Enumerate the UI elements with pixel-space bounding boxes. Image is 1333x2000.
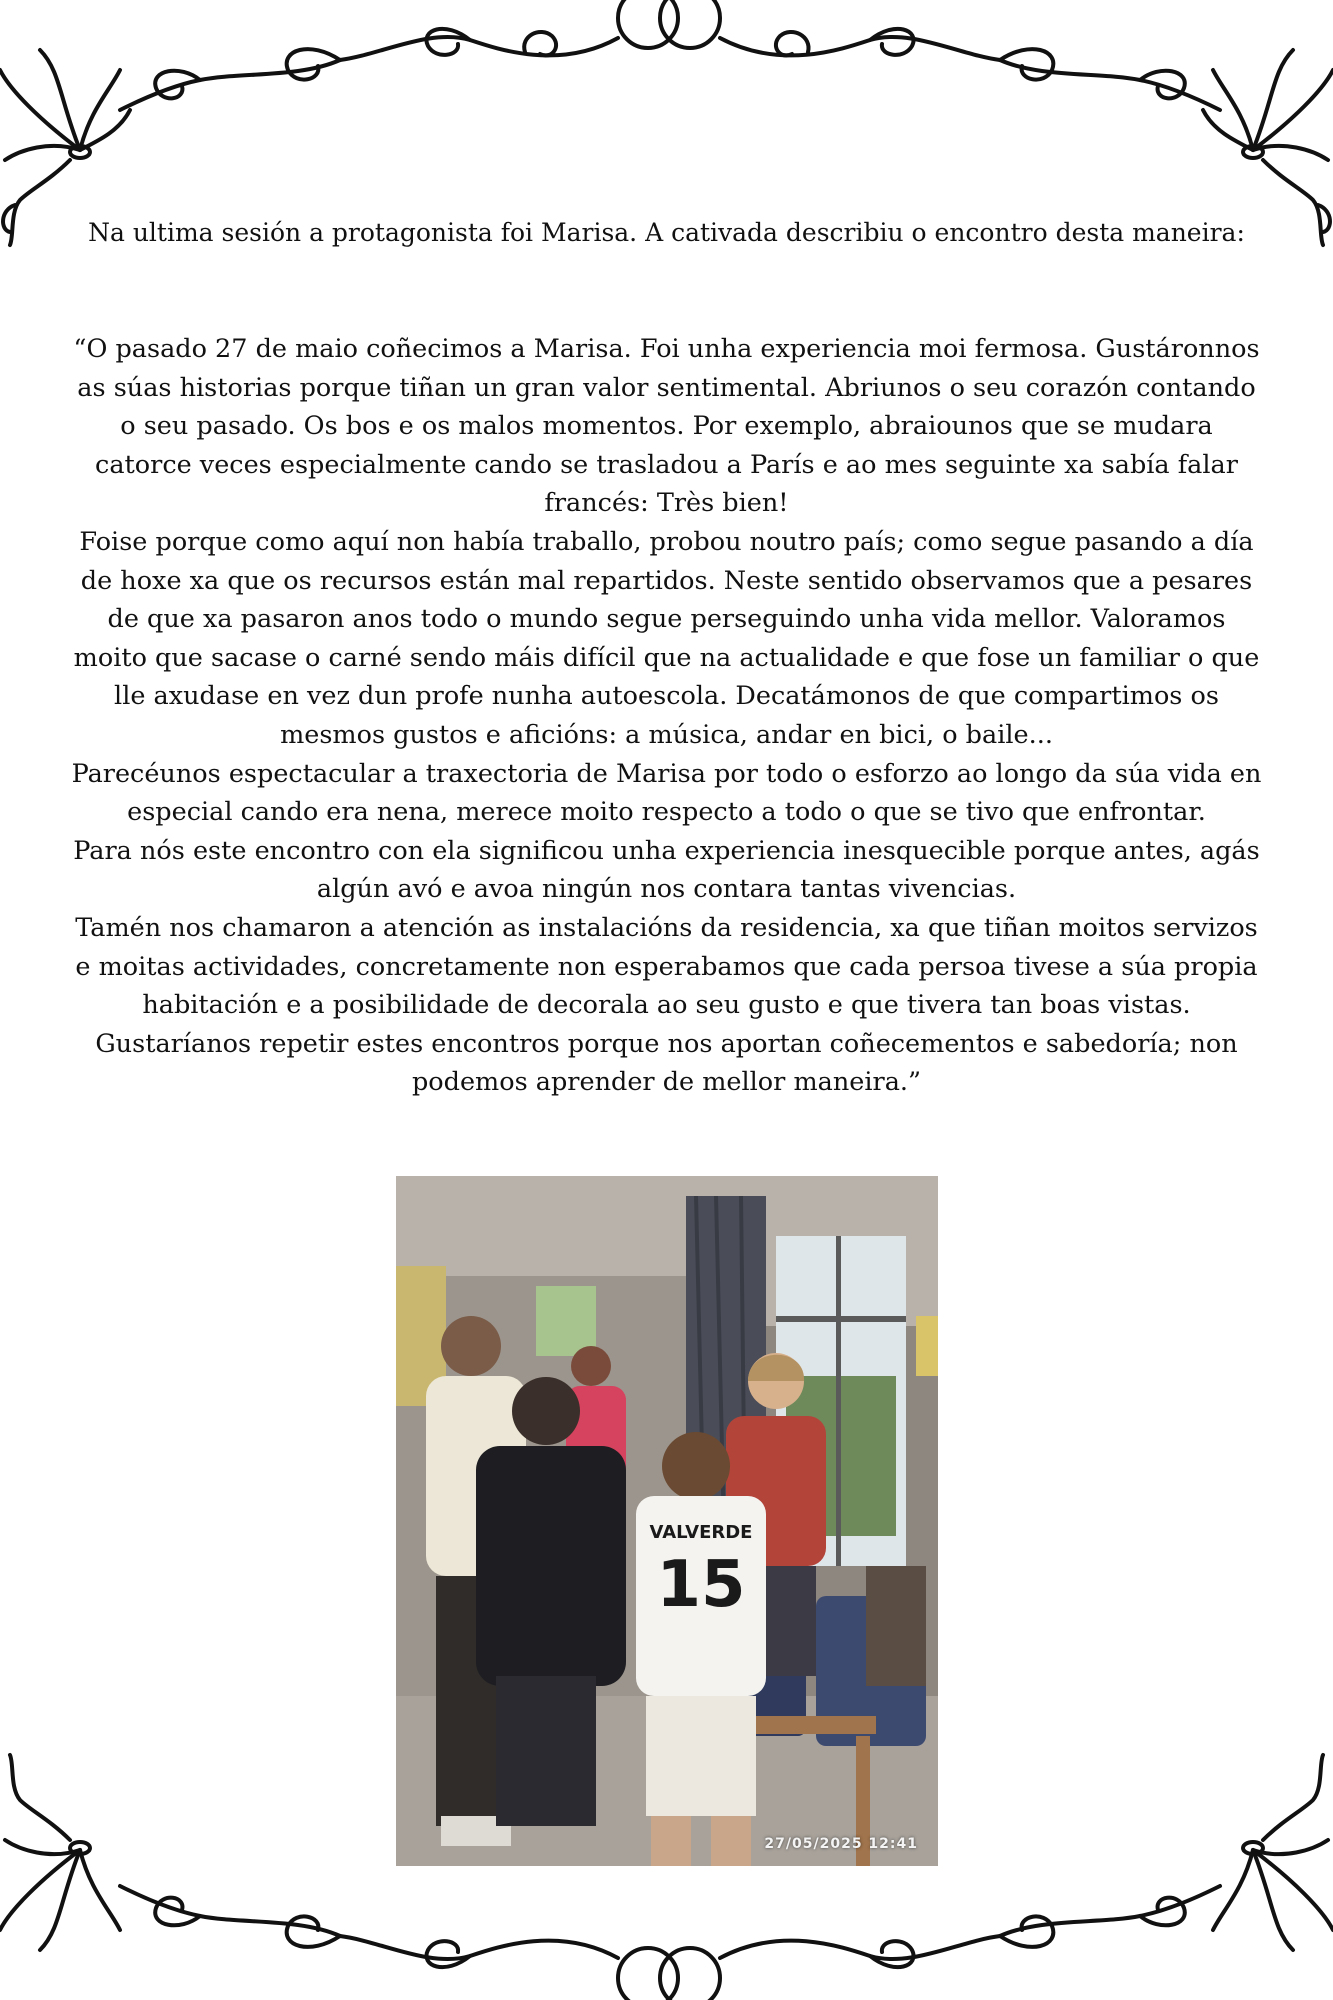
story-paragraph: Gustaríanos repetir estes encontros porque nos aportan coñecementos e sabedoría; non podemos aprender de mellor maneira.” (95, 1028, 1238, 1098)
story-paragraph: Para nós este encontro con ela significou unha experiencia inesquecible porque antes, agás algún avó e avoa ningún nos contara tantas vivencias. (73, 835, 1260, 905)
story-paragraph: Foise porque como aquí non había traballo, probou noutro país; como segue pasando a día de hoxe xa que os recursos están mal repartidos. Neste sentido observamos que a pesares de que xa pasaron anos todo o mundo segue perseguindo unha vida mellor. Valoramos moito que sacase o carné sendo máis difícil que na actualidade e que fose un familiar o que lle axudase en vez dun profe nunha autoescola. Decatámonos de que compartimos os mesmos gustos e aficións: a música, andar en bici, o baile... (73, 526, 1260, 750)
intro-text: Na ultima sesión a protagonista foi Marisa. A cativada describiu o encontro desta maneira: (88, 218, 1245, 247)
photo-timestamp: 27/05/2025 12:41 (764, 1836, 918, 1852)
story-text (70, 330, 1263, 1102)
jersey-name: VALVERDE (649, 1522, 753, 1543)
bottom-ornament-border (0, 1740, 1333, 2000)
story-paragraph: “O pasado 27 de maio coñecimos a Marisa. Foi unha experiencia moi fermosa. Gustáronnos as súas historias porque tiñan un gran valor sentimental. Abriunos o seu corazón contando o seu pasado. Os bos e os malos momentos. Por exemplo, abraiounos que se mudara catorce veces especialmente cando se trasladou a París e ao mes seguinte xa sabía falar francés: Très bien! (73, 334, 1260, 519)
story-paragraph: Parecéunos espectacular a traxectoria de Marisa por todo o esforzo ao longo da súa vida en especial cando era nena, merece moito respecto a todo o que se tivo que enfrontar. (71, 758, 1262, 828)
corner-flower-icon (1213, 1755, 1333, 1950)
interlocking-rings-icon (618, 1948, 720, 2000)
corner-flower-icon (0, 1755, 120, 1950)
story-paragraph: Tamén nos chamaron a atención as instalacións da residencia, xa que tiñan moitos servizos e moitas actividades, concretamente non esperabamos que cada persoa tivese a súa propia habitación e a posibilidade de decorala ao seu gusto e que tivera tan boas vistas. (75, 912, 1258, 1021)
jersey-number: 15 (656, 1548, 746, 1622)
interlocking-rings-icon (618, 0, 720, 48)
